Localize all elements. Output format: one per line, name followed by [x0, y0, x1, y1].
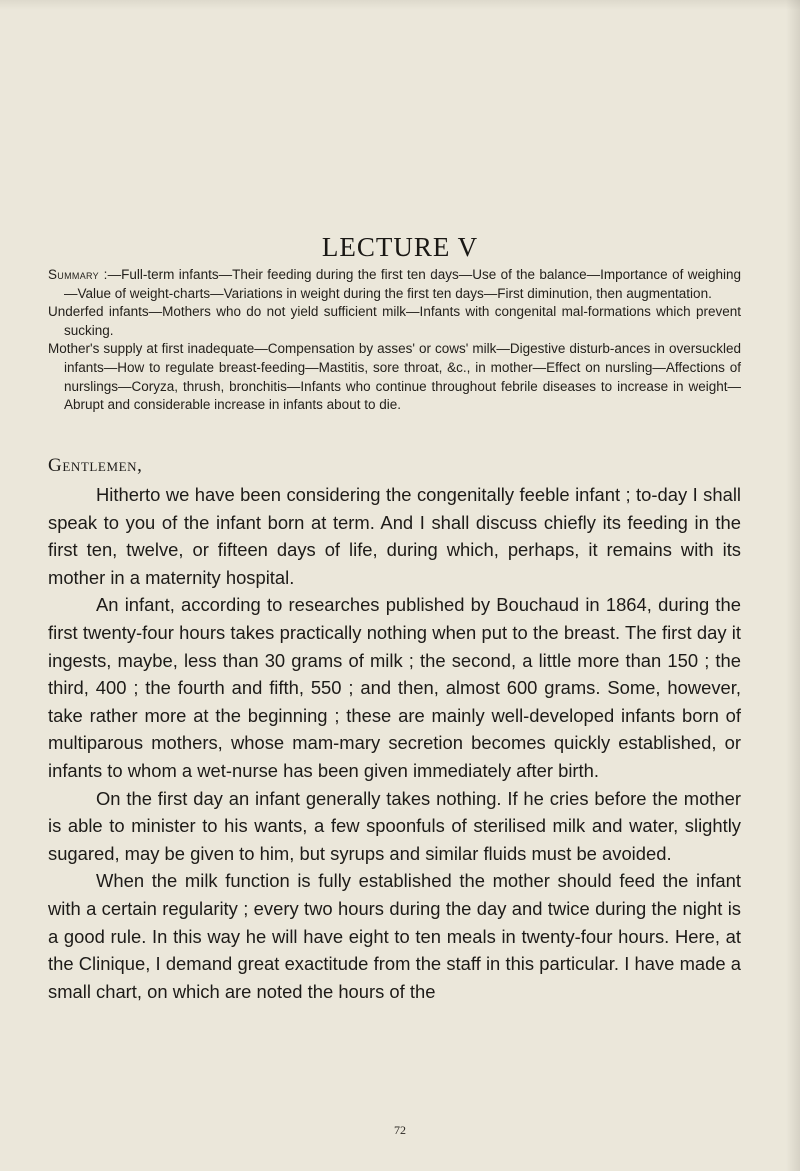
- summary-paragraph: [48, 266, 741, 303]
- summary-text: —Full-term infants—Their feeding during the first ten days—Use of the balance—Importance of weighing—Value of weight-charts—Variations in weight during the first ten days—First diminution, then augmentation.: [64, 267, 741, 301]
- salutation: Gentlemen,: [48, 455, 143, 476]
- summary-label: Summary :: [48, 267, 108, 282]
- summary-paragraph: Mother's supply at first inadequate—Compensation by asses' or cows' milk—Digestive disturb-ances in oversuckled infants—How to regulate breast-feeding—Mastitis, sore throat, &c., in mother—Effect on nursling—Affections of nurslings—Coryza, thrush, bronchitis—Infants who continue throughout febrile diseases to increase in weight—Abrupt and considerable increase in infants about to die.: [48, 341, 741, 413]
- body-paragraph: On the first day an infant generally takes nothing. If he cries before the mother is able to minister to his wants, a few spoonfuls of sterilised milk and water, slightly sugared, may be given to him, but syrups and similar fluids must be avoided.: [48, 787, 741, 864]
- body-paragraph: An infant, according to researches published by Bouchaud in 1864, during the first twenty-four hours takes practically nothing when put to the breast. The first day it ingests, maybe, less than 30 grams of milk ; the second, a little more than 150 ; the third, 400 ; the fourth and fifth, 550 ; and then, almost 600 grams. Some, however, take rather more at the beginning ; these are mainly well-developed infants born of multiparous mothers, whose mam-mary secretion becomes quickly established, or infants to whom a wet-nurse has been given immediately after birth.: [48, 594, 741, 781]
- lecture-body: [48, 481, 741, 1005]
- page-number: 72: [394, 1123, 406, 1137]
- chapter-summary: [48, 266, 741, 415]
- page-top-shadow: [0, 0, 800, 10]
- body-paragraph: Hitherto we have been considering the congenitally feeble infant ; to-day I shall speak to you of the infant born at term. And I shall discuss chiefly its feeding in the first ten, twelve, or fifteen days of life, during which, perhaps, it remains with its mother in a maternity hospital.: [48, 484, 741, 588]
- page-title: LECTURE V: [321, 232, 479, 262]
- body-paragraph: When the milk function is fully established the mother should feed the infant with a certain regularity ; every two hours during the day and twice during the night is a good rule. In this way he will have eight to ten meals in twenty-four hours. Here, at the Clinique, I demand great exactitude from the staff in this particular. I have made a small chart, on which are noted the hours of the: [48, 870, 741, 1002]
- page-edge-shadow: [786, 0, 800, 1171]
- summary-paragraph: Underfed infants—Mothers who do not yield sufficient milk—Infants with congenital mal-formations which prevent sucking.: [48, 304, 741, 338]
